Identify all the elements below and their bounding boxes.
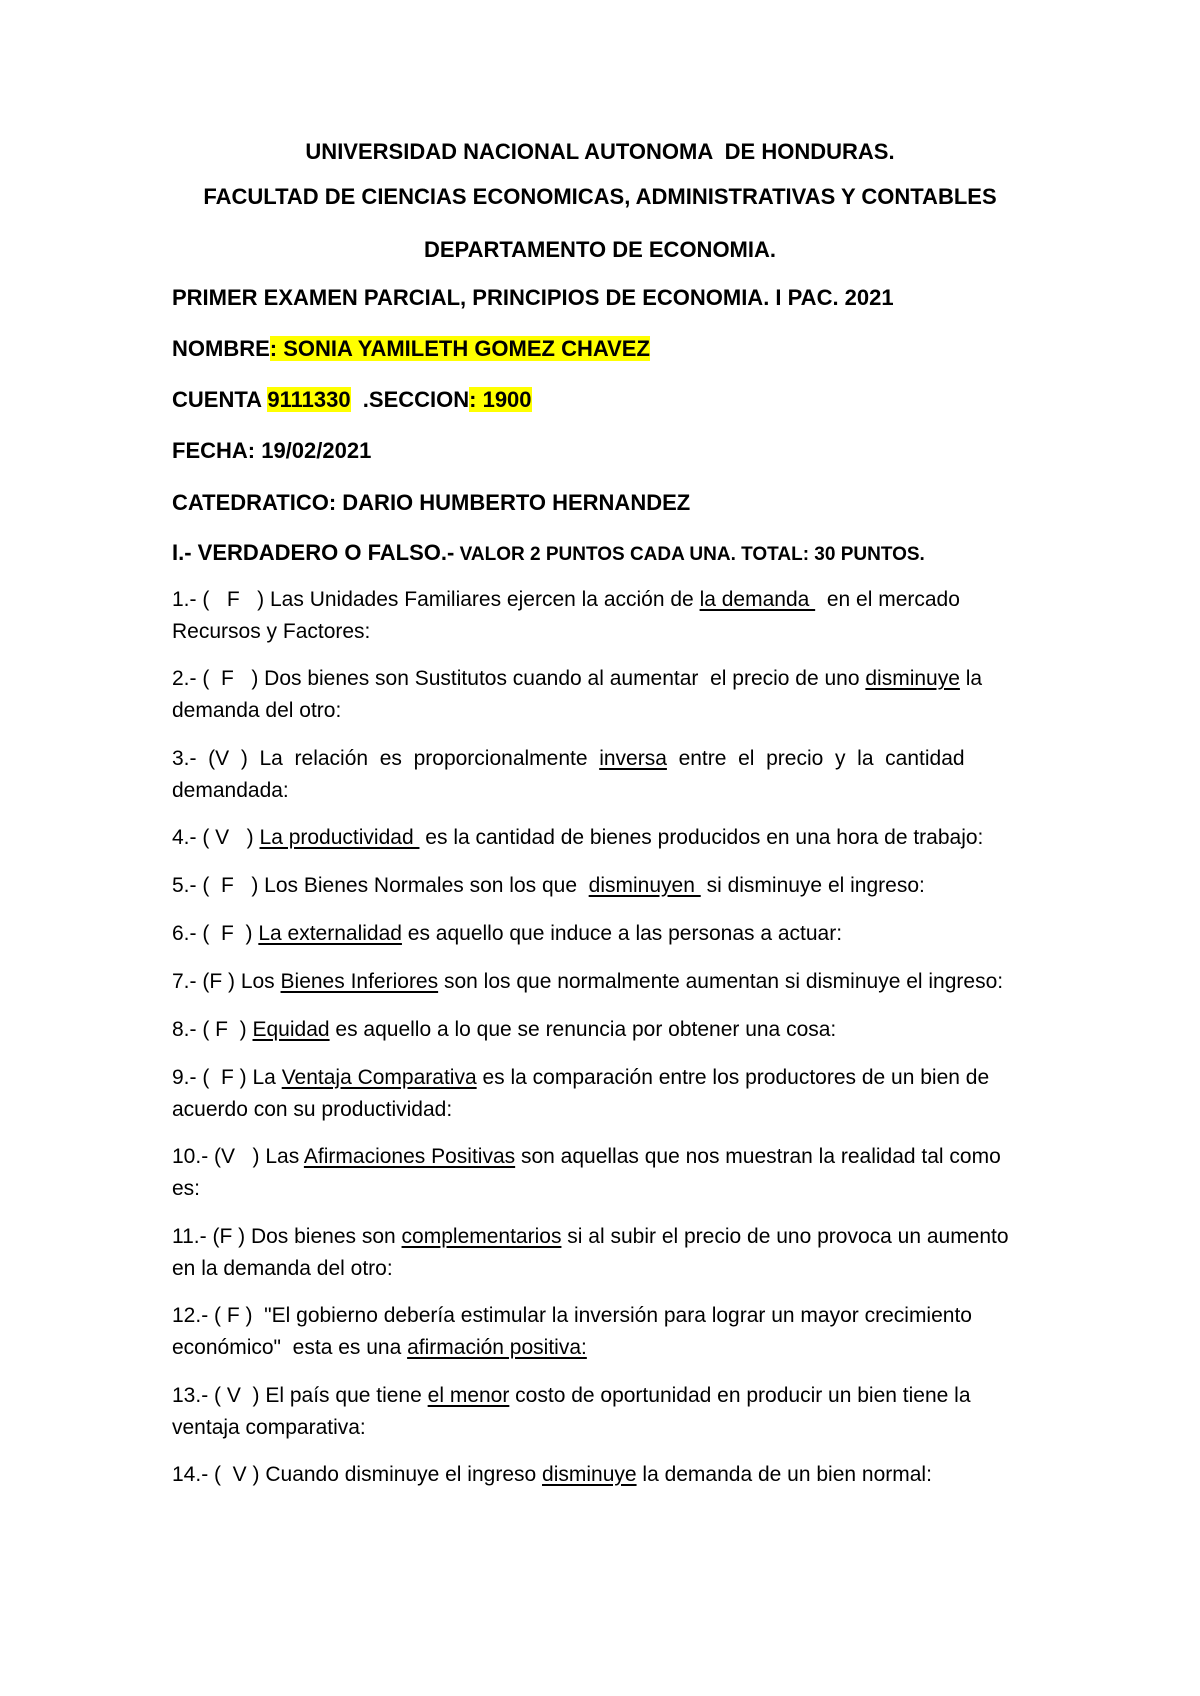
question-13 [172,1382,971,1410]
question-2 [172,665,982,693]
question-10 [172,1143,1001,1171]
question-underlined-term: complementarios [401,1225,562,1248]
question-text: son los que normalmente aumentan si disminuye el ingreso: [438,970,1004,993]
university-heading: UNIVERSIDAD NACIONAL AUTONOMA DE HONDURAS. [305,139,895,164]
question-12-continuation [172,1334,587,1362]
question-8 [172,1016,836,1044]
question-6 [172,920,842,948]
question-text: si al subir el precio de uno provoca un aumento [561,1225,1009,1248]
question-9-continuation: acuerdo con su productividad: [172,1098,453,1121]
question-13-continuation: ventaja comparativa: [172,1416,366,1439]
question-text: 8.- ( F ) [172,1018,253,1041]
question-text: 5.- ( F ) Los Bienes Normales son los que [172,874,589,897]
exam-date: FECHA: 19/02/2021 [172,438,372,463]
question-underlined-term: disminuye [542,1463,637,1486]
question-14 [172,1461,932,1489]
exam-title: PRIMER EXAMEN PARCIAL, PRINCIPIOS DE ECONOMIA. I PAC. 2021 [172,285,894,310]
section-subtitle: VALOR 2 PUNTOS CADA UNA. TOTAL: 30 PUNTOS. [454,544,925,565]
question-text: 14.- ( V ) Cuando disminuye el ingreso [172,1463,543,1486]
question-7 [172,968,1003,996]
question-4 [172,824,983,852]
question-underlined-term: La externalidad [258,922,402,945]
question-1-continuation: Recursos y Factores: [172,620,371,643]
question-underlined-term: el menor [427,1384,510,1407]
question-underlined-term: inversa [599,747,667,770]
question-text: 9.- ( F ) La [172,1066,282,1089]
question-underlined-term: Ventaja Comparativa [281,1066,477,1089]
question-text: es la cantidad de bienes producidos en una hora de trabajo: [419,826,984,849]
question-12: 12.- ( F ) "El gobierno debería estimular la inversión para lograr un mayor crecimiento [172,1304,972,1327]
question-text: 13.- ( V ) El país que tiene [172,1384,428,1407]
question-3-continuation: demandada: [172,779,289,802]
section-heading [172,539,925,569]
question-9 [172,1064,989,1092]
department-heading: DEPARTAMENTO DE ECONOMIA. [423,237,776,262]
faculty-heading: FACULTAD DE CIENCIAS ECONOMICAS, ADMINISTRATIVAS Y CONTABLES [203,184,997,209]
question-text: 11.- (F ) Dos bienes son [172,1225,402,1248]
question-text: es aquello que induce a las personas a actuar: [401,922,843,945]
student-name-line [172,335,650,363]
question-underlined-term: disminuye [865,667,960,690]
question-text: son aquellas que nos muestran la realidad tal como [515,1145,1001,1168]
question-underlined-term: Bienes Inferiores [280,970,439,993]
question-5 [172,872,925,900]
question-text: 6.- ( F ) [172,922,259,945]
question-11-continuation: en la demanda del otro: [172,1257,393,1280]
question-text: 2.- ( F ) Dos bienes son Sustitutos cuando al aumentar el precio de uno [172,667,866,690]
question-underlined-term: La productividad [259,826,420,849]
name-value: : SONIA YAMILETH GOMEZ CHAVEZ [269,336,650,361]
account-section-line [172,386,532,414]
section-value: : 1900 [469,387,532,412]
section-title: I.- VERDADERO O FALSO.- [172,540,455,565]
question-text: la demanda de un bien normal: [636,1463,932,1486]
question-underlined-term: disminuyen [588,874,701,897]
question-underlined-term: afirmación positiva: [407,1336,587,1359]
account-value: 9111330 [267,387,351,412]
question-text: económico" esta es una [172,1336,408,1359]
question-text: si disminuye el ingreso: [700,874,925,897]
question-underlined-term: la demanda [699,588,816,611]
question-text: 1.- ( F ) Las Unidades Familiares ejercen la acción de [172,588,700,611]
question-3 [172,745,965,773]
question-text: en el mercado [815,588,960,611]
question-text: entre el precio y la cantidad [666,747,965,770]
question-text: 3.- (V ) La relación es proporcionalmente [172,747,600,770]
question-11 [172,1223,1009,1251]
question-2-continuation: demanda del otro: [172,699,342,722]
name-label: NOMBRE [172,336,270,361]
section-label: .SECCION [350,387,470,412]
account-label: CUENTA [172,387,268,412]
question-text: 4.- ( V ) [172,826,260,849]
question-10-continuation: es: [172,1177,201,1200]
question-text: la [959,667,983,690]
question-underlined-term: Afirmaciones Positivas [303,1145,516,1168]
question-1 [172,586,960,614]
question-text: 10.- (V ) Las [172,1145,304,1168]
teacher-line: CATEDRATICO: DARIO HUMBERTO HERNANDEZ [172,490,691,515]
question-text: es aquello a lo que se renuncia por obtener una cosa: [329,1018,837,1041]
question-underlined-term: Equidad [252,1018,330,1041]
question-text: costo de oportunidad en producir un bien tiene la [509,1384,971,1407]
question-text: 7.- (F ) Los [172,970,281,993]
question-text: es la comparación entre los productores de un bien de [476,1066,990,1089]
